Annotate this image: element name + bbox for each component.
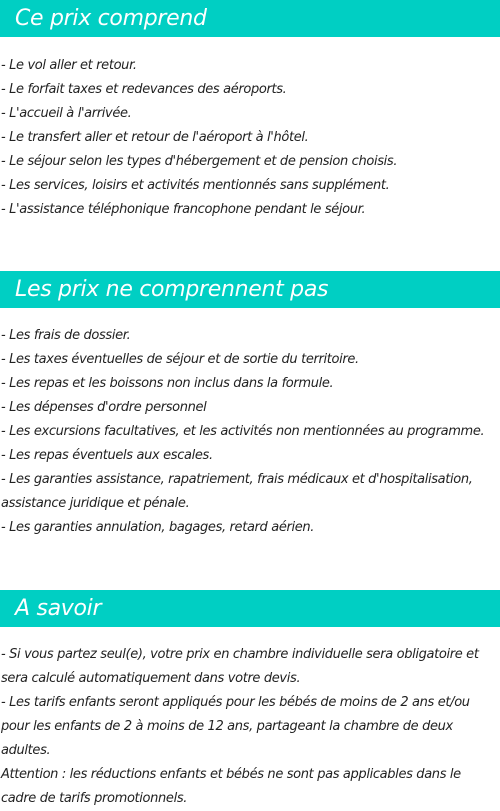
list-item: - Les excursions facultatives, et les activités non mentionnées au programme. xyxy=(1,424,485,439)
section-title: Ce prix comprend xyxy=(15,6,207,31)
list-item: - Les tarifs enfants seront appliqués pour les bébés de moins de 2 ans et/ou pour les enfants de 2 à moins de 12 ans, partageant la chambre de deux adultes. xyxy=(1,695,470,758)
list-item: - Les dépenses d'ordre personnel xyxy=(1,400,207,415)
list-item: - Le séjour selon les types d'hébergement et de pension choisis. xyxy=(1,154,398,169)
list-item: - Le forfait taxes et redevances des aéroports. xyxy=(1,82,287,97)
section-price-excludes xyxy=(0,271,500,535)
section-title: A savoir xyxy=(15,596,102,621)
section-title: Les prix ne comprennent pas xyxy=(15,277,329,302)
list-item: - Les garanties assistance, rapatriement, frais médicaux et d'hospitalisation, assistance juridique et pénale. xyxy=(1,472,473,511)
list-item: - Si vous partez seul(e), votre prix en chambre individuelle sera obligatoire et sera calculé automatiquement dans votre devis. xyxy=(1,647,479,686)
list-item: - Les services, loisirs et activités mentionnés sans supplément. xyxy=(1,178,390,193)
list-item: Attention : les réductions enfants et bébés ne sont pas applicables dans le cadre de tarifs promotionnels. xyxy=(1,767,461,806)
excluded-list xyxy=(0,324,499,540)
list-item: - Les repas éventuels aux escales. xyxy=(1,448,213,463)
list-item: - Les taxes éventuelles de séjour et de sortie du territoire. xyxy=(1,352,359,367)
section-header xyxy=(0,590,500,627)
list-item: - Les garanties annulation, bagages, retard aérien. xyxy=(1,520,315,535)
list-item: - Les repas et les boissons non inclus dans la formule. xyxy=(1,376,334,391)
list-item: - Le vol aller et retour. xyxy=(1,58,137,73)
info-list xyxy=(0,643,499,811)
section-header xyxy=(0,0,500,37)
section-good-to-know xyxy=(0,590,500,806)
section-header xyxy=(0,271,500,308)
included-list xyxy=(0,54,397,222)
list-item: - L'accueil à l'arrivée. xyxy=(1,106,132,121)
list-item: - Le transfert aller et retour de l'aéroport à l'hôtel. xyxy=(1,130,309,145)
section-price-includes xyxy=(0,0,500,217)
list-item: - Les frais de dossier. xyxy=(1,328,131,343)
list-item: - L'assistance téléphonique francophone pendant le séjour. xyxy=(1,202,366,217)
